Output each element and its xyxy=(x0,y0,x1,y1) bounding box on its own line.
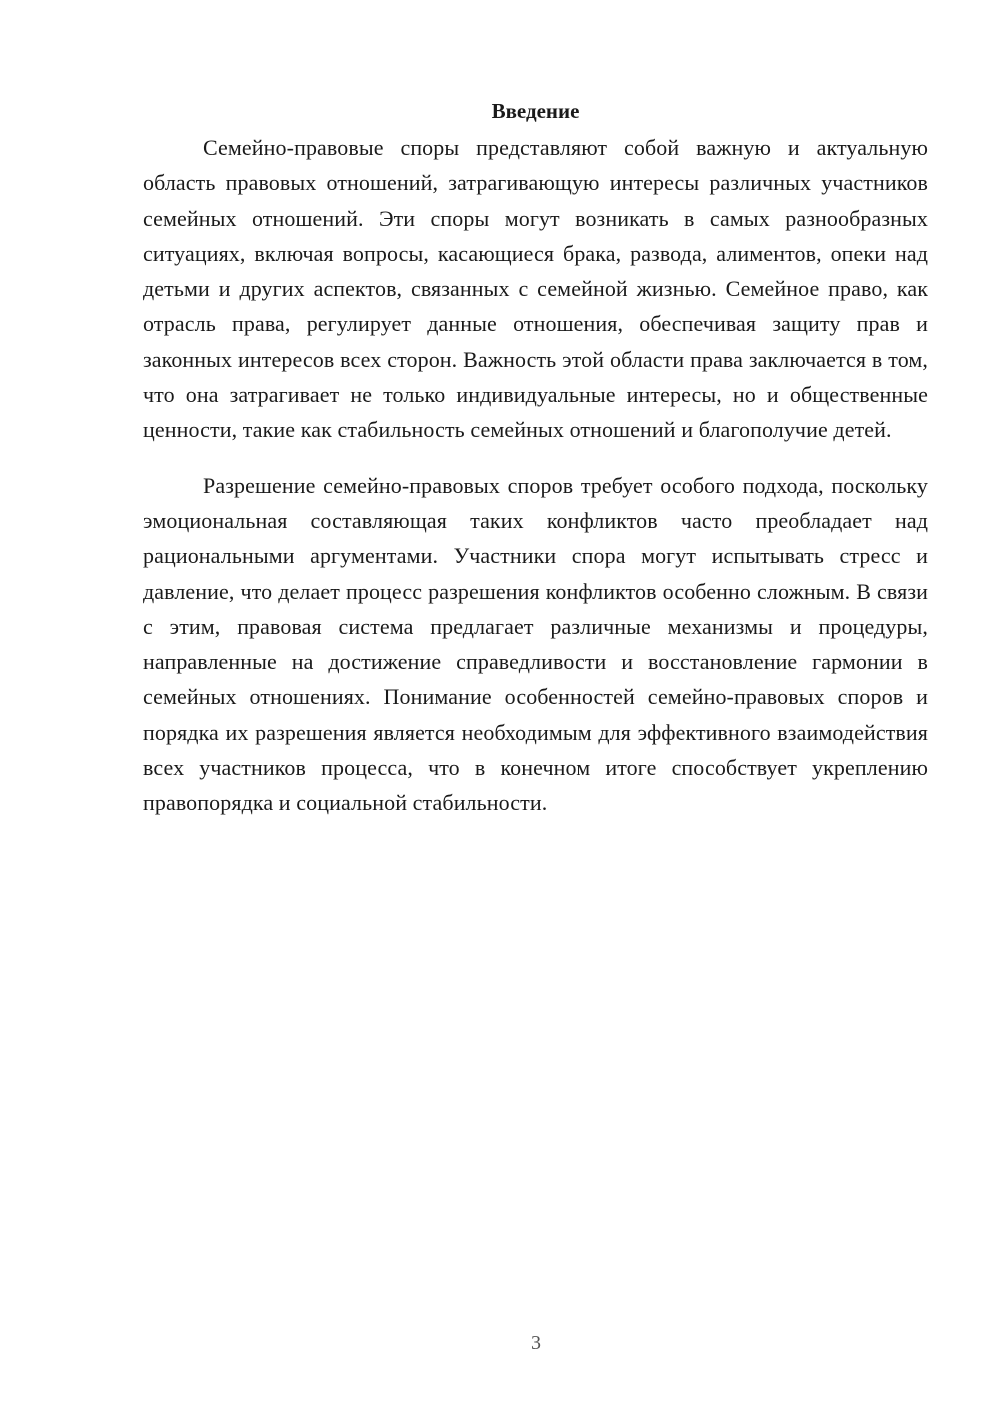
paragraph-resolution: Разрешение семейно-правовых споров требует особого подхода, поскольку эмоциональная составляющая таких конфликтов часто преобладает над рациональными аргументами. Участники спора могут испытывать стресс и давление, что делает процесс разрешения конфликтов особенно сложным. В связи с этим, правовая система предлагает различные механизмы и процедуры, направленные на достижение справедливости и восстановление гармонии в семейных отношениях. Понимание особенностей семейно-правовых споров и порядка их разрешения является необходимым для эффективного взаимодействия всех участников процесса, что в конечном итоге способствует укреплению правопорядка и социальной стабильности. xyxy=(143,472,928,816)
document-body xyxy=(143,96,928,821)
page-title: Введение xyxy=(491,99,580,123)
page-number: 3 xyxy=(531,1332,541,1354)
paragraph-intro: Семейно-правовые споры представляют собой важную и актуальную область правовых отношений, затрагивающую интересы различных участников семейных отношений. Эти споры могут возникать в самых разнообразных ситуациях, включая вопросы, касающиеся брака, развода, алиментов, опеки над детьми и других аспектов, связанных с семейной жизнью. Семейное право, как отрасль права, регулирует данные отношения, обеспечивая защиту прав и законных интересов всех сторон. Важность этой области права заключается в том, что она затрагивает не только индивидуальные интересы, но и общественные ценности, такие как стабильность семейных отношений и благополучие детей. xyxy=(143,135,928,443)
